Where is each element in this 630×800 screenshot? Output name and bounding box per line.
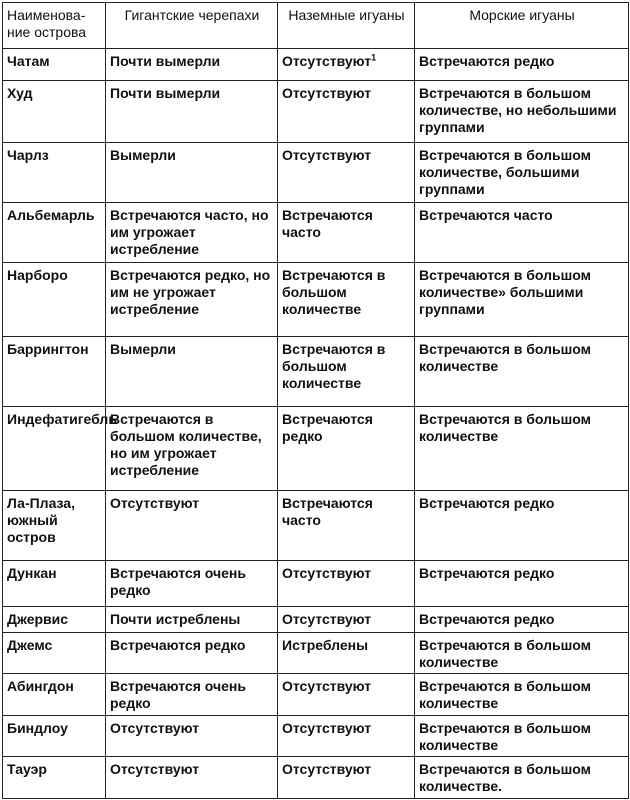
cell-island-name: Джервис (3, 607, 106, 633)
cell-marine-iguanas: Встречаются в большом количестве (415, 407, 629, 491)
cell-island-name: Биндлоу (3, 716, 106, 757)
cell-land-iguanas: Встречаются в большом количестве (278, 263, 415, 337)
cell-tortoises: Встречаются редко, но им не угрожает истребление (106, 263, 278, 337)
cell-marine-iguanas: Встречаются в большом количестве (415, 674, 629, 716)
cell-marine-iguanas: Встречаются в большом количестве, большими группами (415, 143, 629, 203)
cell-tortoises: Почти вымерли (106, 81, 278, 143)
cell-tortoises: Встречаются очень редко (106, 674, 278, 716)
cell-marine-iguanas: Встречаются редко (415, 49, 629, 81)
cell-land-iguanas: Отсутствуют (278, 143, 415, 203)
cell-tortoises: Вымерли (106, 143, 278, 203)
cell-land-iguanas: Встречаются часто (278, 491, 415, 561)
table-row (3, 337, 629, 407)
cell-land-iguanas: Встречаются в большом количестве (278, 337, 415, 407)
species-table (2, 2, 629, 799)
header-marine-iguanas: Морские игуаны (415, 3, 629, 49)
table-row (3, 561, 629, 607)
table-row (3, 81, 629, 143)
cell-tortoises: Отсутствуют (106, 491, 278, 561)
table-row (3, 674, 629, 716)
cell-land-iguanas: Встречаются часто (278, 203, 415, 263)
table-row (3, 143, 629, 203)
table-row (3, 633, 629, 674)
table-row (3, 757, 629, 799)
header-tortoises: Гигантские черепахи (106, 3, 278, 49)
cell-land-iguanas: Отсутствуют (278, 607, 415, 633)
cell-island-name: Альбемарль (3, 203, 106, 263)
cell-land-iguanas: Отсутствуют$^1$ (278, 49, 415, 81)
cell-island-name: Индефатигебль (3, 407, 106, 491)
cell-marine-iguanas: Встречаются редко (415, 607, 629, 633)
cell-marine-iguanas: Встречаются в большом количестве, но небольшими группами (415, 81, 629, 143)
header-island: Наименова-ние острова (3, 3, 106, 49)
table-row (3, 263, 629, 337)
cell-island-name: Абингдон (3, 674, 106, 716)
cell-marine-iguanas: Встречаются в большом количестве. (415, 757, 629, 799)
table-row (3, 491, 629, 561)
table-body (3, 49, 629, 799)
cell-marine-iguanas: Встречаются редко (415, 491, 629, 561)
cell-island-name: Ла-Плаза, южный остров (3, 491, 106, 561)
cell-tortoises: Отсутствуют (106, 716, 278, 757)
table-row (3, 49, 629, 81)
cell-land-iguanas: Отсутствуют (278, 561, 415, 607)
cell-island-name: Джемс (3, 633, 106, 674)
cell-tortoises: Вымерли (106, 337, 278, 407)
cell-tortoises: Встречаются очень редко (106, 561, 278, 607)
cell-island-name: Тауэр (3, 757, 106, 799)
footnote-mark: 1 (371, 52, 377, 63)
cell-island-name: Баррингтон (3, 337, 106, 407)
cell-marine-iguanas: Встречаются в большом количестве (415, 337, 629, 407)
cell-land-iguanas: Истреблены (278, 633, 415, 674)
cell-tortoises: Отсутствуют (106, 757, 278, 799)
table-row (3, 203, 629, 263)
cell-marine-iguanas: Встречаются редко (415, 561, 629, 607)
cell-island-name: Дункан (3, 561, 106, 607)
cell-island-name: Чатам (3, 49, 106, 81)
table-row (3, 607, 629, 633)
cell-marine-iguanas: Встречаются часто (415, 203, 629, 263)
cell-land-iguanas: Встречаются редко (278, 407, 415, 491)
cell-island-name: Худ (3, 81, 106, 143)
cell-land-iguanas: Отсутствуют (278, 81, 415, 143)
cell-tortoises: Встречаются в большом количестве, но им угрожает истребление (106, 407, 278, 491)
header-row (3, 3, 629, 49)
cell-marine-iguanas: Встречаются в большом количестве (415, 633, 629, 674)
cell-marine-iguanas: Встречаются в большом количестве» большими группами (415, 263, 629, 337)
cell-marine-iguanas: Встречаются в большом количестве (415, 716, 629, 757)
cell-island-name: Нарборо (3, 263, 106, 337)
cell-land-iguanas: Отсутствуют (278, 674, 415, 716)
cell-land-iguanas: Отсутствуют (278, 757, 415, 799)
table-row (3, 716, 629, 757)
cell-tortoises: Встречаются редко (106, 633, 278, 674)
cell-island-name: Чарлз (3, 143, 106, 203)
cell-tortoises: Почти вымерли (106, 49, 278, 81)
cell-tortoises: Встречаются часто, но им угрожает истребление (106, 203, 278, 263)
header-land-iguanas: Наземные игуаны (278, 3, 415, 49)
cell-tortoises: Почти истреблены (106, 607, 278, 633)
table-row (3, 407, 629, 491)
cell-land-iguanas: Отсутствуют (278, 716, 415, 757)
